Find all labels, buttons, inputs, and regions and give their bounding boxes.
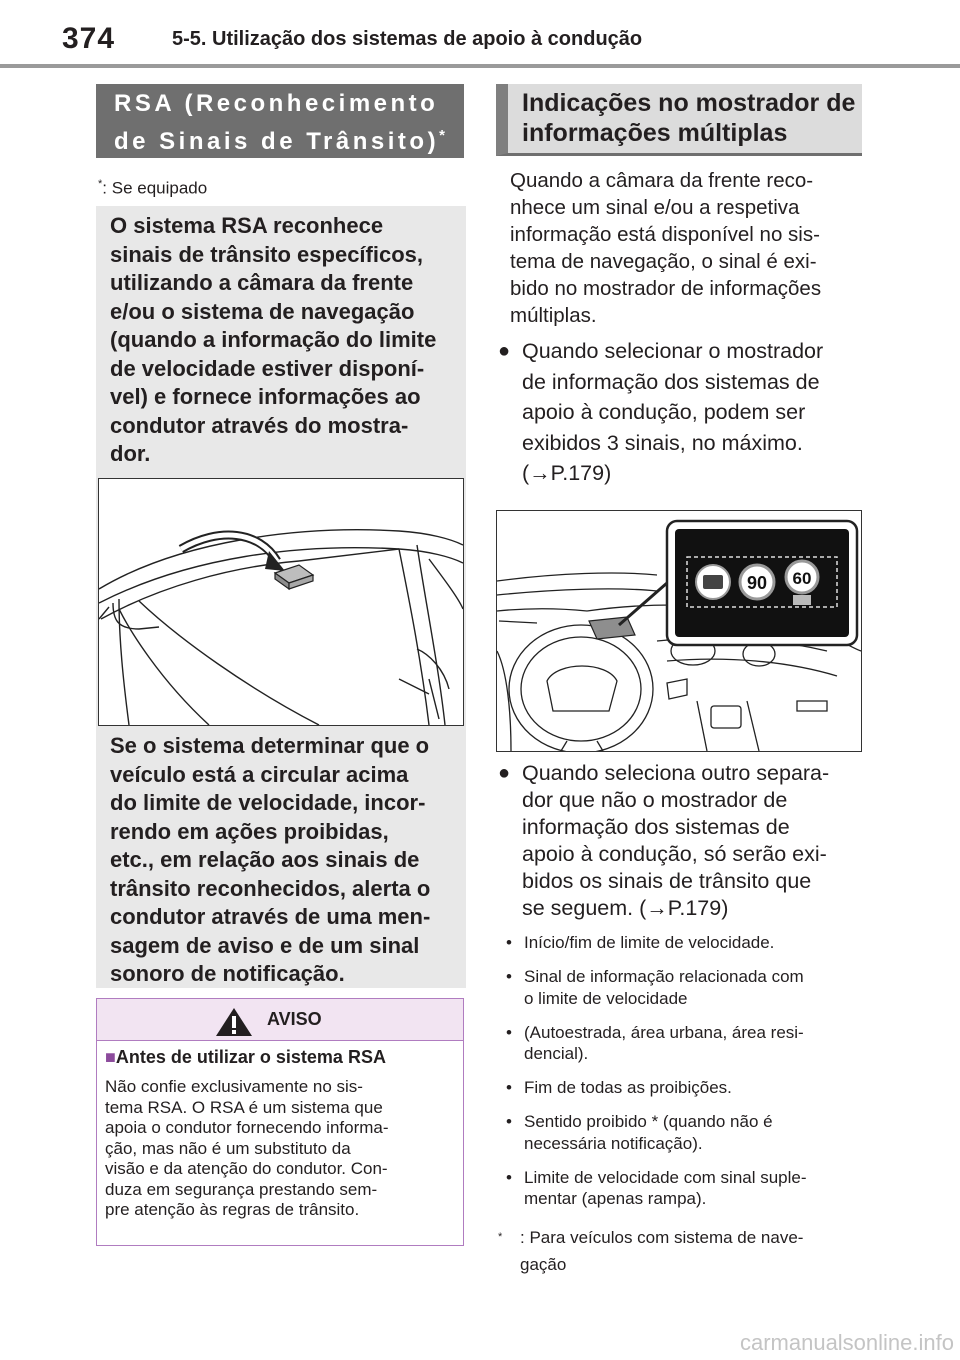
warning-box <box>96 998 464 1246</box>
square-bullet-icon: ■ <box>105 1047 116 1067</box>
warning-behavior-paragraph: Se o sistema determinar que o veículo está a circular acima do limite de velocidade, incor- rendo em ações proibidas, etc., em relação aos sinais de trânsito reconhecidos, alerta o condutor através de uma men- sagem de aviso e de um sinal sonoro de notificação. <box>110 733 431 986</box>
bullet-dot-icon: ● <box>498 762 511 784</box>
page-ref-link[interactable]: se seguem. (→P.179) <box>522 896 729 920</box>
list-item: • Sentido proibido * (quando não é necessária notificação). <box>506 1112 773 1153</box>
list-item: • Fim de todas as proibições. <box>506 1078 732 1097</box>
chapter-title: 5-5. Utilização dos sistemas de apoio à condução <box>172 28 643 50</box>
warning-header <box>97 999 463 1041</box>
header-rule <box>0 64 960 68</box>
rsa-title-line2: de Sinais de Trânsito)* <box>114 127 445 155</box>
warning-text: Não confie exclusivamente no sis- tema RSA. O RSA é um sistema que apoia o condutor fornecendo informa- ção, mas não é um substituto da visão e da atenção do condutor. Con- duza em segurança prestando sem- pre atenção às regras de trânsito. <box>105 1077 389 1219</box>
dashboard-display-illustration <box>496 510 862 752</box>
intro-paragraph: O sistema RSA reconhece sinais de trânsito específicos, utilizando a câmara da frente e/ou o sistema de navegação (quando a informação do limite de velocidade estiver disponí- vel) e fornece informações ao condutor através do mostra- dor. <box>110 213 437 466</box>
bullet-driving-support-display: ● Quando selecionar o mostrador de informação dos sistemas de apoio à condução, podem ser exibidos 3 sinais, no máximo. (→P.179) <box>498 336 858 489</box>
rsa-title-asterisk: * <box>439 127 445 144</box>
rsa-section-title <box>96 84 464 158</box>
rsa-title-line1: RSA (Reconhecimento <box>114 90 439 117</box>
list-item: • Sinal de informação relacionada com o limite de velocidade <box>506 967 804 1008</box>
warning-triangle-icon <box>215 1007 253 1037</box>
bullet-other-display: ● Quando seleciona outro separa- dor que não o mostrador de informação dos sistemas de apoio à condução, só serão exi- bidos os sinais de trânsito que se seguem. (→P.179) <box>498 761 830 920</box>
watermark: carmanualsonline.info <box>739 1330 954 1355</box>
list-item: • Início/fim de limite de velocidade. <box>506 933 775 952</box>
bullet-dot-icon: ● <box>498 340 511 362</box>
sign-types-list <box>506 932 862 1222</box>
warning-subheading: ■Antes de utilizar o sistema RSA <box>105 1047 386 1067</box>
warning-label: AVISO <box>267 1009 322 1029</box>
speed-limit-sign-90: 90 <box>746 573 768 593</box>
page-number: 374 <box>62 22 116 55</box>
list-item: • (Autoestrada, área urbana, área resi- dencial). <box>506 1022 804 1063</box>
page-ref-link[interactable]: (→P.179) <box>522 461 612 485</box>
display-section-title: Indicações no mostrador de informações múltiplas <box>496 84 862 156</box>
navigation-footnote: * : Para veículos com sistema de nave- gação <box>498 1228 804 1274</box>
speed-limit-sign-60: 60 <box>792 569 812 588</box>
display-intro-paragraph: Quando a câmara da frente reco- nhece um sinal e/ou a respetiva informação está disponível no sis- tema de navegação, o sinal é exi- bido no mostrador de informações múltiplas. <box>510 169 822 327</box>
windshield-camera-illustration <box>98 478 464 726</box>
list-item: • Limite de velocidade com sinal suple- mentar (apenas rampa). <box>506 1167 807 1208</box>
equipped-footnote: *: Se equipado <box>98 178 208 198</box>
